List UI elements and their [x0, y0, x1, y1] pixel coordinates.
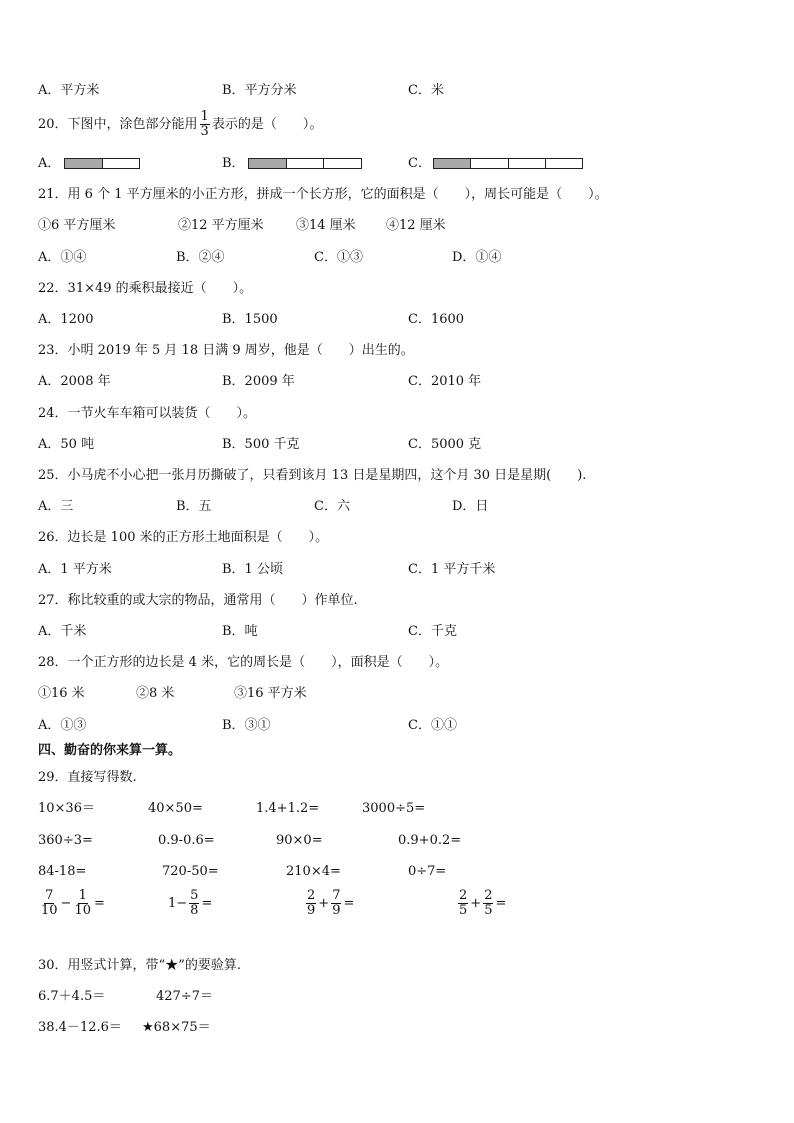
bar-segment — [546, 159, 582, 168]
bar-segment — [471, 159, 508, 168]
q29-fraction-2 — [168, 889, 212, 918]
q29-r3-c4: 0÷7= — [408, 864, 447, 879]
frac4-op: + — [470, 895, 482, 911]
q21-choice-3: ③14 厘米 — [296, 218, 356, 233]
section-4-heading: 四、勤奋的你来算一算。 — [38, 743, 182, 758]
q26-option-c: C．1 平方千米 — [408, 562, 496, 577]
q24-option-c: C．5000 克 — [408, 437, 482, 452]
bar-segment — [287, 159, 325, 168]
q20-question — [38, 110, 322, 139]
q21-question: 21．用 6 个 1 平方厘米的小正方形，拼成一个长方形，它的面积是（ ），周长可能是（ ）。 — [38, 187, 608, 202]
q29-fraction-1 — [38, 889, 105, 918]
q30-question: 30．用竖式计算，带“★”的要验算. — [38, 958, 241, 973]
q29-question: 29．直接写得数. — [38, 770, 137, 785]
q20-bar-b — [248, 158, 362, 169]
q20-frac-den: 3 — [200, 124, 209, 139]
frac4-a-den: 5 — [459, 903, 468, 918]
q30-r1-c2: 427÷7＝ — [156, 989, 213, 1004]
q21-option-d: D．①④ — [452, 250, 502, 265]
frac1-op: − — [60, 895, 72, 911]
q20-label-a: A． — [38, 156, 61, 171]
frac1-a-den: 10 — [41, 903, 58, 918]
q26-option-a: A．1 平方米 — [38, 562, 112, 577]
q20-bar-a — [64, 158, 140, 169]
q29-r1-c4: 3000÷5= — [362, 801, 426, 816]
q20-bar-c — [433, 158, 583, 169]
q22-option-b: B．1500 — [222, 312, 278, 327]
frac4-a-num: 2 — [459, 888, 468, 903]
q30-r2-c1: 38.4－12.6＝ — [38, 1020, 122, 1035]
frac1-a-num: 7 — [45, 888, 54, 903]
frac1-b-den: 10 — [74, 903, 91, 918]
frac2-b-num: 5 — [190, 888, 199, 903]
q24-option-a: A．50 吨 — [38, 437, 95, 452]
frac1-b-num: 1 — [78, 888, 87, 903]
bar-segment — [103, 159, 140, 168]
q22-question: 22．31×49 的乘积最接近（ ）。 — [38, 281, 253, 296]
frac4-eq: = — [495, 895, 507, 911]
frac3-b-den: 9 — [332, 903, 341, 918]
q28-option-a: A．①③ — [38, 718, 87, 733]
q23-question: 23．小明 2019 年 5 月 18 日满 9 周岁，他是（ ）出生的。 — [38, 343, 414, 358]
q22-option-c: C．1600 — [408, 312, 465, 327]
frac1-eq: = — [94, 895, 105, 911]
q28-choice-3: ③16 平方米 — [234, 686, 307, 701]
frac4-b-den: 5 — [484, 903, 493, 918]
q25-question: 25．小马虎不小心把一张月历撕破了，只看到该月 13 日是星期四，这个月 30 日是星期( ). — [38, 468, 587, 483]
q29-r3-c1: 84-18= — [38, 864, 87, 879]
q23-option-a: A．2008 年 — [38, 374, 111, 389]
q19-option-c: C．米 — [408, 83, 444, 98]
q21-choice-2: ②12 平方厘米 — [178, 218, 264, 233]
q21-choice-1: ①6 平方厘米 — [38, 218, 116, 233]
q29-r2-c1: 360÷3= — [38, 833, 93, 848]
q23-option-c: C．2010 年 — [408, 374, 482, 389]
q28-choice-2: ②8 米 — [136, 686, 175, 701]
q21-option-a: A．①④ — [38, 250, 87, 265]
q29-r2-c3: 90×0= — [276, 833, 323, 848]
q28-option-b: B．③① — [222, 718, 271, 733]
q29-r3-c3: 210×4= — [286, 864, 341, 879]
q27-option-a: A．千米 — [38, 624, 87, 639]
q26-option-b: B．1 公顷 — [222, 562, 283, 577]
q20-suffix: 表示的是（ ）。 — [211, 116, 323, 132]
q19-option-b: B．平方分米 — [222, 83, 297, 98]
q25-option-c: C．六 — [314, 499, 350, 514]
frac3-a-num: 2 — [307, 888, 316, 903]
q30-r2-c2: ★68×75＝ — [142, 1020, 211, 1035]
q28-question: 28．一个正方形的边长是 4 米，它的周长是（ ），面积是（ ）。 — [38, 655, 449, 670]
q29-r2-c2: 0.9-0.6= — [158, 833, 215, 848]
bar-segment-shaded — [249, 159, 287, 168]
frac2-eq: = — [201, 895, 213, 911]
q20-label-b: B． — [222, 156, 245, 171]
q24-question: 24．一节火车车箱可以装货（ ）。 — [38, 406, 257, 421]
frac3-op: + — [318, 895, 330, 911]
q25-option-d: D．日 — [452, 499, 489, 514]
q29-fraction-3 — [304, 889, 354, 918]
q20-fraction — [200, 110, 210, 139]
q21-choice-4: ④12 厘米 — [386, 218, 446, 233]
q28-option-c: C．①① — [408, 718, 457, 733]
bar-segment — [324, 159, 361, 168]
q27-question: 27．称比较重的或大宗的物品，通常用（ ）作单位. — [38, 593, 358, 608]
q29-r3-c2: 720-50= — [162, 864, 219, 879]
q26-question: 26．边长是 100 米的正方形土地面积是（ ）。 — [38, 530, 329, 545]
q23-option-b: B．2009 年 — [222, 374, 295, 389]
q19-option-a: A．平方米 — [38, 83, 100, 98]
frac3-b-num: 7 — [332, 888, 341, 903]
bar-segment — [509, 159, 546, 168]
q29-fraction-4 — [456, 889, 506, 918]
q20-frac-num: 1 — [200, 109, 209, 124]
q21-option-c: C．①③ — [314, 250, 363, 265]
bar-segment-shaded — [434, 159, 471, 168]
q25-option-a: A．三 — [38, 499, 74, 514]
q29-r1-c1: 10×36＝ — [38, 801, 95, 816]
q20-prefix: 20．下图中，涂色部分能用 — [38, 116, 198, 132]
frac3-a-den: 9 — [307, 903, 316, 918]
frac2-lead: 1− — [168, 895, 188, 911]
q27-option-b: B．吨 — [222, 624, 258, 639]
q21-option-b: B．②④ — [176, 250, 225, 265]
bar-segment-shaded — [65, 159, 103, 168]
q29-r1-c3: 1.4+1.2= — [256, 801, 320, 816]
q27-option-c: C．千克 — [408, 624, 457, 639]
q20-label-c: C． — [408, 156, 431, 171]
frac2-b-den: 8 — [190, 903, 199, 918]
q28-choice-1: ①16 米 — [38, 686, 85, 701]
q24-option-b: B．500 千克 — [222, 437, 300, 452]
frac3-eq: = — [343, 895, 355, 911]
q29-r2-c4: 0.9+0.2= — [398, 833, 462, 848]
q29-r1-c2: 40×50= — [148, 801, 203, 816]
q30-r1-c1: 6.7＋4.5＝ — [38, 989, 106, 1004]
q25-option-b: B．五 — [176, 499, 212, 514]
frac4-b-num: 2 — [484, 888, 493, 903]
q22-option-a: A．1200 — [38, 312, 94, 327]
